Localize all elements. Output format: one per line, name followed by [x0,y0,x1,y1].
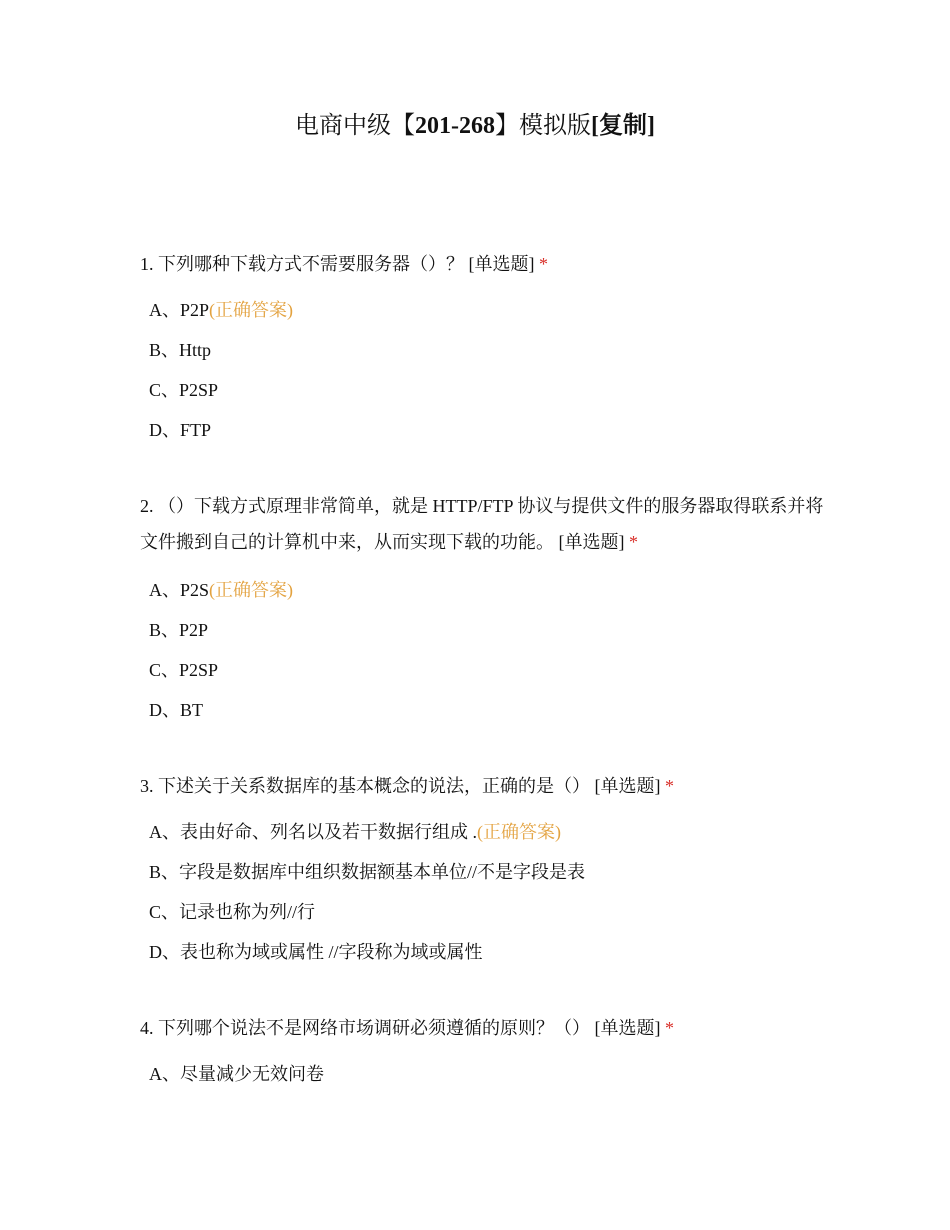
correct-answer-tag: (正确答案) [477,822,561,842]
option-2a[interactable] [149,577,829,603]
option-label: A、表由好命、列名以及若干数据行组成 . [149,822,477,842]
option-1a[interactable] [149,297,829,323]
title-suffix: [复制] [591,113,655,139]
required-mark: * [665,1018,674,1038]
option-2c[interactable] [149,657,829,683]
option-3d[interactable] [149,939,829,965]
title-range: 201-268 [415,113,495,139]
title-prefix: 电商中级【 [295,113,415,139]
option-2b[interactable] [149,617,829,643]
option-3c[interactable] [149,899,829,925]
question-type: [单选题] [594,1018,661,1038]
question-type: [单选题] [558,532,625,552]
option-label: D、BT [149,700,203,720]
option-label: A、尽量减少无效问卷 [149,1064,324,1084]
correct-answer-tag: (正确答案) [209,580,294,600]
question-4 [140,1010,830,1046]
question-text: 2. （）下载方式原理非常简单，就是 HTTP/FTP 协议与提供文件的服务器取得联系并将文件搬到自己的计算机中来，从而实现下载的功能。 [140,496,824,552]
option-label: A、P2S [149,580,210,600]
option-2d[interactable] [149,697,829,723]
question-type: [单选题] [594,776,661,796]
required-mark: * [629,532,638,552]
option-label: B、P2P [149,620,209,640]
option-1c[interactable] [149,377,829,403]
question-2 [140,488,830,560]
question-type: [单选题] [468,254,535,274]
option-3b[interactable] [149,859,829,885]
question-1 [140,246,830,282]
option-label: A、P2P [149,300,210,320]
required-mark: * [665,776,674,796]
correct-answer-tag: (正确答案) [209,300,294,320]
question-text: 1. 下列哪种下载方式不需要服务器（）？ [140,254,464,274]
option-label: C、P2SP [149,380,219,400]
question-text: 4. 下列哪个说法不是网络市场调研必须遵循的原则？（） [140,1018,590,1038]
question-3 [140,768,830,804]
option-4a[interactable] [149,1061,829,1087]
option-label: C、P2SP [149,660,219,680]
title-middle: 】模拟版 [495,113,591,139]
option-label: D、FTP [149,420,212,440]
option-1d[interactable] [149,417,829,443]
option-label: B、字段是数据库中组织数据额基本单位//不是字段是表 [149,862,586,882]
option-label: C、记录也称为列//行 [149,902,316,922]
option-3a[interactable] [149,819,829,845]
required-mark: * [539,254,548,274]
option-label: B、Http [149,340,212,360]
option-label: D、表也称为域或属性 //字段称为域或属性 [149,942,483,962]
option-1b[interactable] [149,337,829,363]
page-title [0,110,950,142]
question-text: 3. 下述关于关系数据库的基本概念的说法，正确的是（） [140,776,590,796]
